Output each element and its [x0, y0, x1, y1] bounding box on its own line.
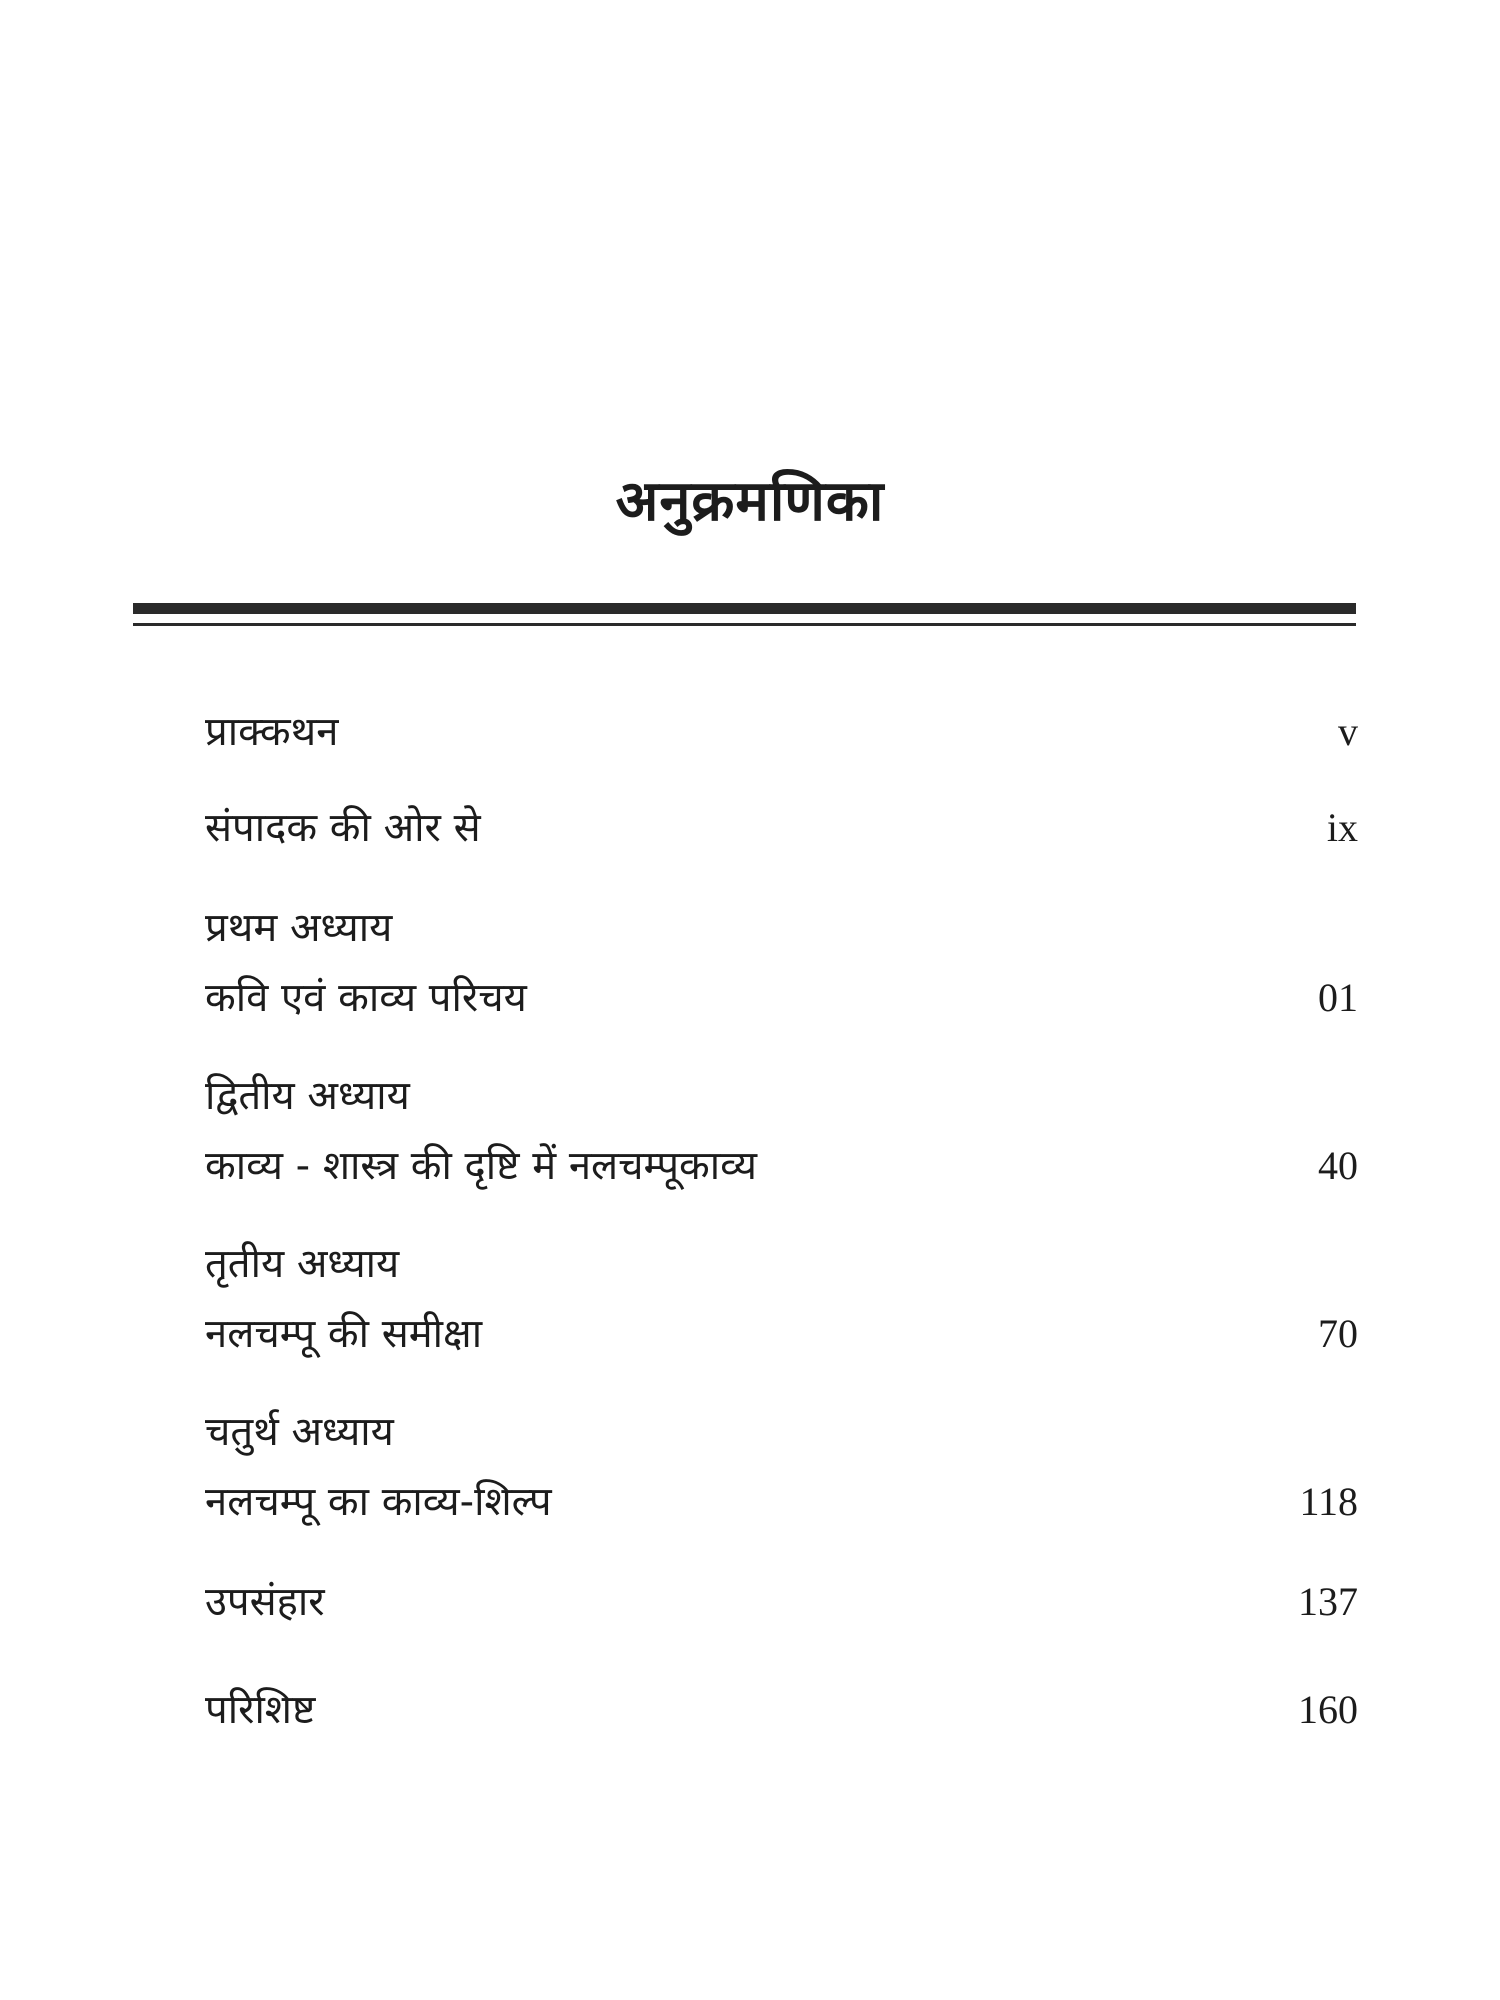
title-rule-thin [133, 623, 1356, 626]
toc-entry-label: कवि एवं काव्य परिचय [205, 975, 527, 1021]
toc-entry-label: काव्य - शास्त्र की दृष्टि में नलचम्पूकाव्य [205, 1143, 758, 1189]
toc-entry-label: उपसंहार [205, 1579, 325, 1625]
toc-entry-label: प्राक्कथन [205, 709, 339, 755]
toc-chapter-heading: चतुर्थ अध्याय [205, 1409, 394, 1455]
toc-entry-label: नलचम्पू की समीक्षा [205, 1311, 483, 1357]
toc-chapter-heading: तृतीय अध्याय [205, 1241, 400, 1287]
toc-entry-label: परिशिष्ट [205, 1687, 316, 1733]
toc-chapter-heading: प्रथम अध्याय [205, 905, 393, 951]
page-title: अनुक्रमणिका [615, 469, 885, 534]
toc-chapter-heading: द्वितीय अध्याय [205, 1073, 410, 1119]
toc-page-number: 160 [1298, 1687, 1358, 1732]
toc-page-number: 01 [1318, 975, 1358, 1020]
toc-entry-label: नलचम्पू का काव्य-शिल्प [205, 1479, 552, 1525]
toc-page-number: ix [1326, 805, 1358, 850]
toc-entry-label: संपादक की ओर से [205, 805, 481, 851]
toc-page-number: 137 [1298, 1579, 1358, 1624]
toc-page-number: 118 [1299, 1479, 1358, 1524]
toc-page-number: 40 [1318, 1143, 1358, 1188]
title-rule-thick [133, 603, 1356, 614]
toc-page-number: v [1338, 709, 1358, 754]
toc-page-number: 70 [1318, 1311, 1358, 1356]
